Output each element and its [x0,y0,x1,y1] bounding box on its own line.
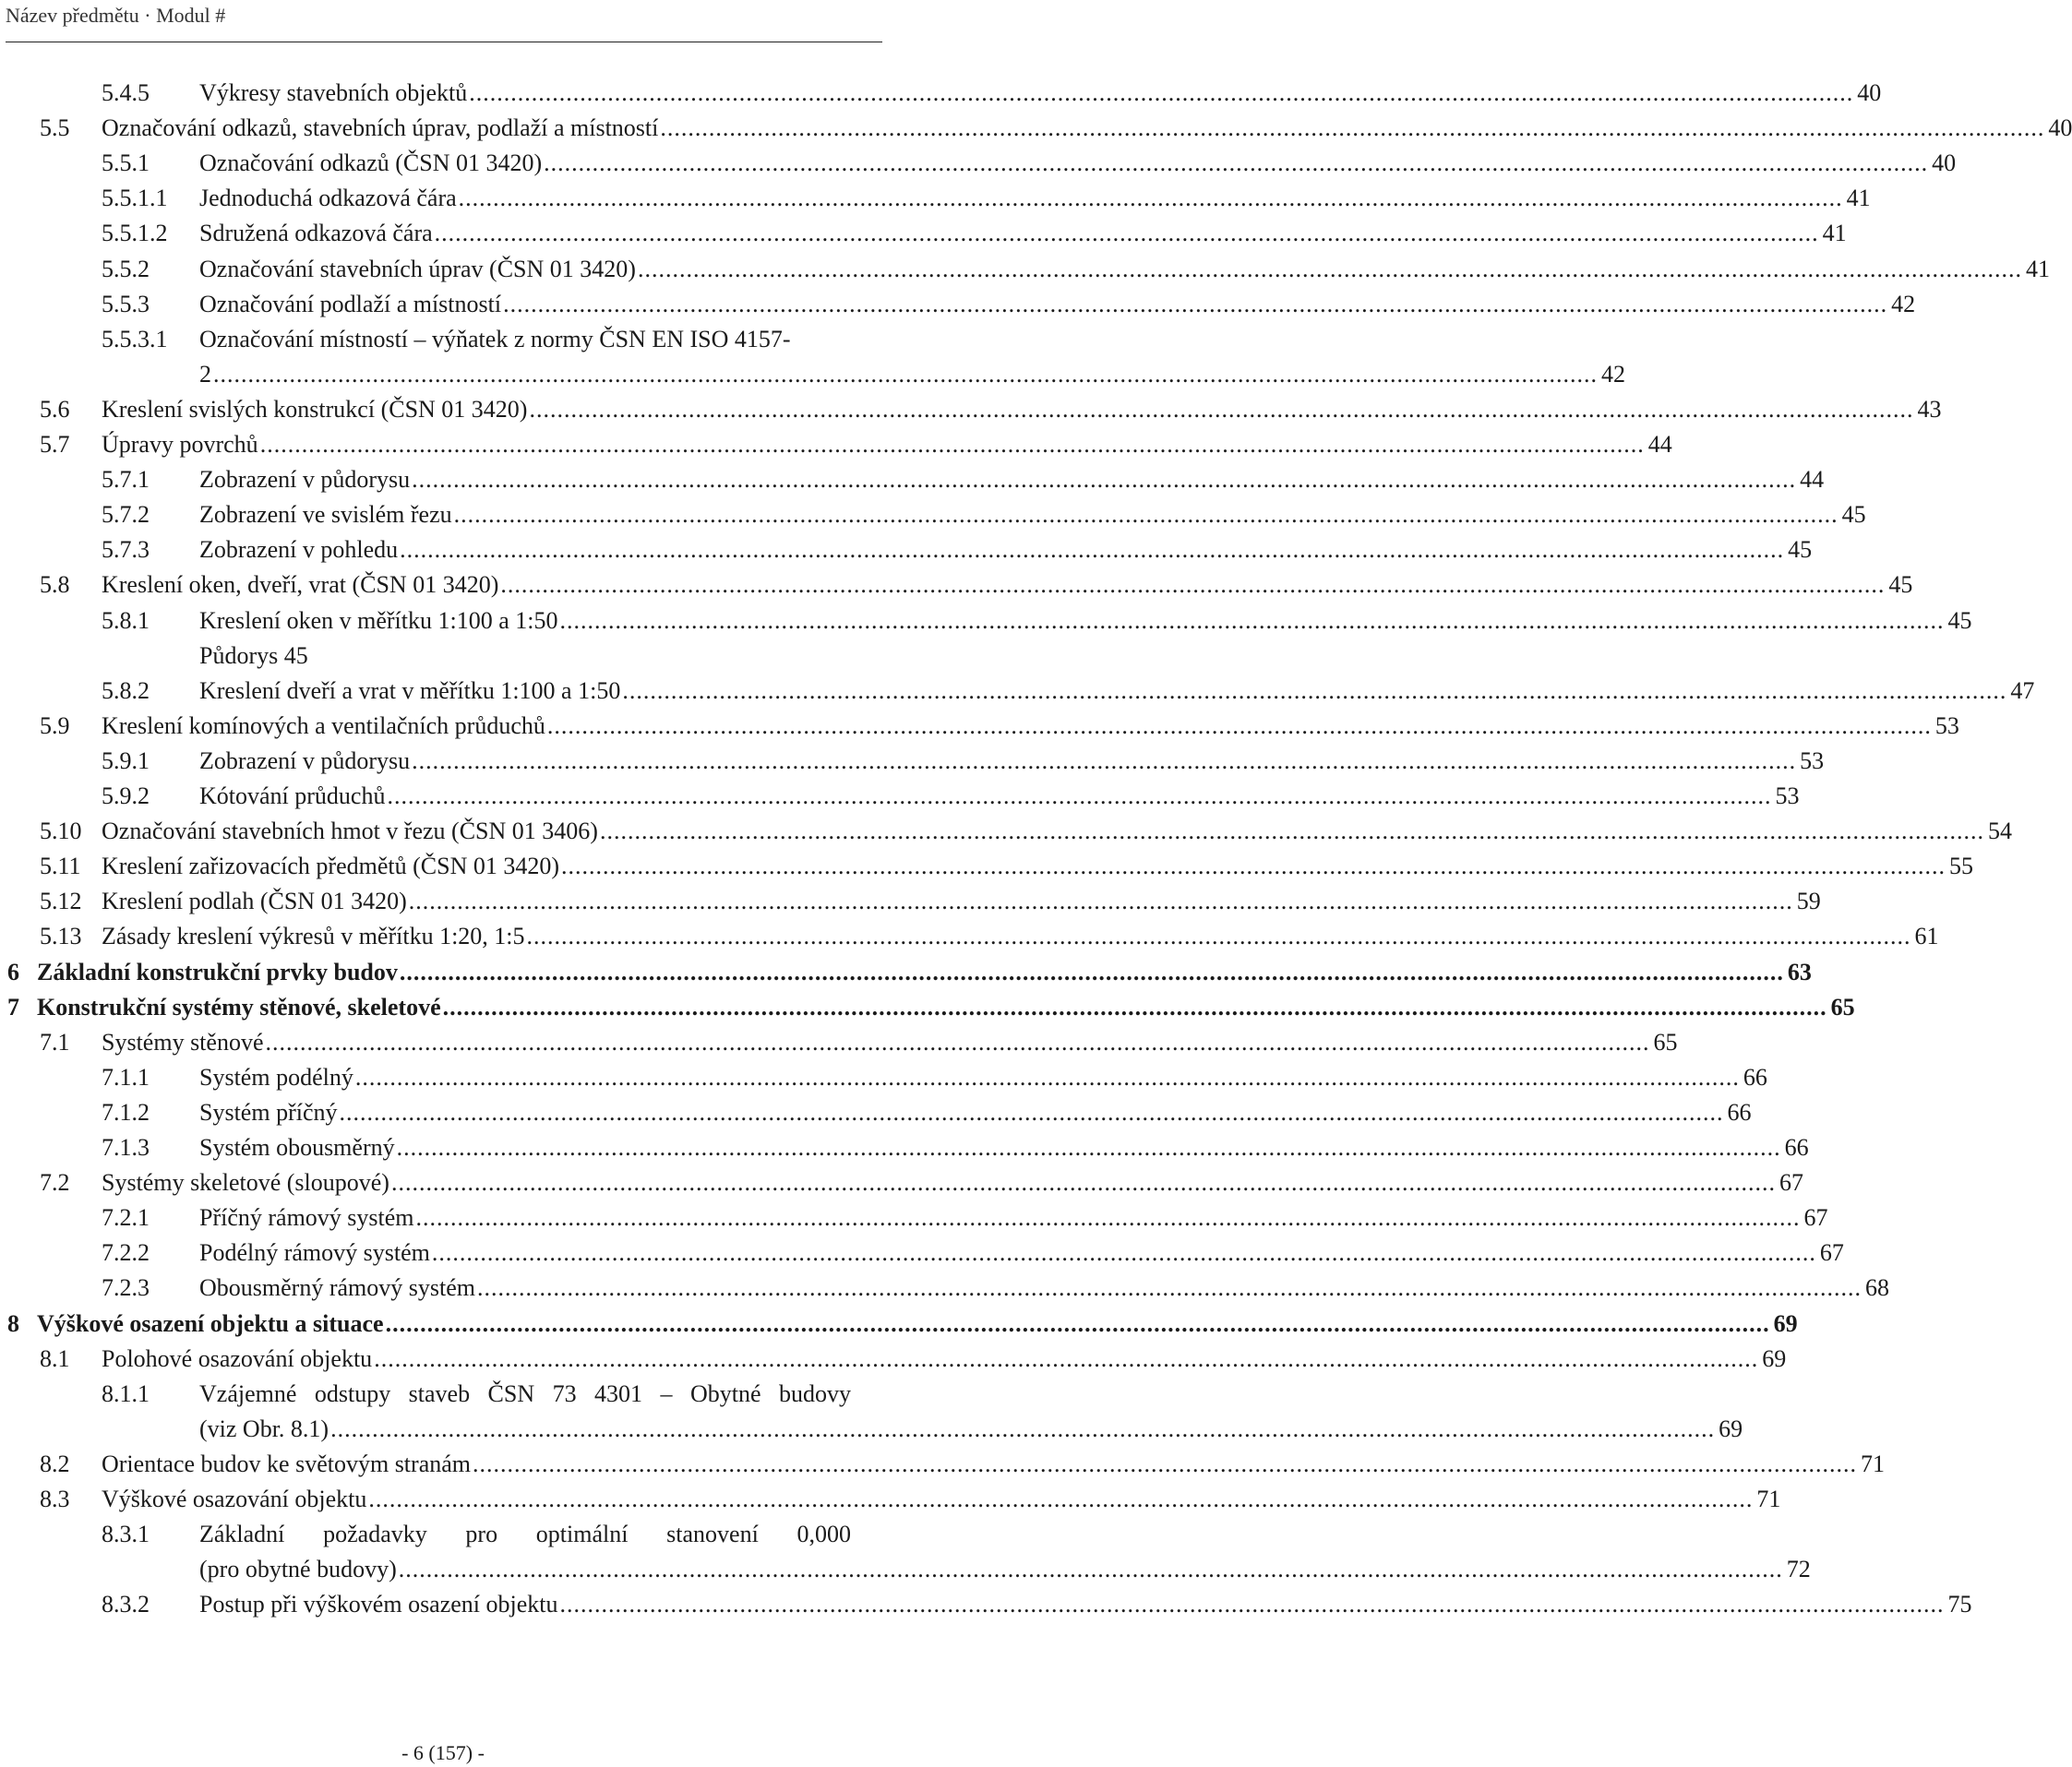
dot-leader: ........................................................................................................................................................................................................ [399,958,1784,985]
toc-entry-title: Konstrukční systémy stěnové, skeletové [37,993,441,1021]
toc-entry[interactable] [0,322,886,357]
toc-entry[interactable] [0,532,1813,567]
toc-entry[interactable] [0,1060,1767,1095]
toc-entry-page: 45 [1888,571,1913,599]
toc-entry-page: 71 [1861,1450,1885,1477]
dot-leader: ........................................................................................................................................................................................................ [529,395,1914,423]
toc-entry-title: Zobrazení v půdorysu [199,466,411,494]
toc-entry-page: 66 [1743,1063,1767,1091]
dot-leader: ........................................................................................................................................................................................................ [259,431,1645,458]
toc-entry-number: 5.5.3.1 [102,325,168,352]
toc-entry-title: Zobrazení ve svislém řezu [199,501,452,529]
dot-leader: ........................................................................................................................................................................................................ [561,853,1946,880]
toc-entry[interactable] [0,1482,1781,1517]
toc-entry[interactable] [0,779,1800,814]
toc-entry[interactable] [0,709,1959,744]
toc-entry-number: 8 [7,1309,19,1337]
dot-leader: ........................................................................................................................................................................................................ [476,1274,1862,1302]
toc-entry-number: 7.1 [40,1028,70,1056]
toc-entry-title: Zobrazení v pohledu [199,536,399,564]
toc-entry-title: Kreslení oken, dveří, vrat (ČSN 01 3420) [102,571,499,599]
toc-entry-page: 66 [1727,1098,1752,1126]
toc-entry-page: 71 [1756,1486,1781,1512]
dot-leader: ........................................................................................................................................................................................................ [412,746,1797,774]
toc-entry[interactable] [0,919,1939,954]
dot-leader: ........................................................................................................................................................................................................ [412,466,1797,494]
dot-leader: ........................................................................................................................................................................................................ [400,536,1785,564]
toc-entry[interactable] [0,1130,1809,1165]
toc-entry[interactable] [0,674,2035,709]
toc-entry-title: Systém podélný [199,1063,353,1091]
toc-entry-number: 5.4.5 [102,79,150,106]
toc-entry[interactable] [0,181,1871,216]
toc-entry-title: Kótování průduchů [199,782,386,809]
toc-entry-page: 44 [1800,466,1825,494]
toc-entry-title: Výkresy stavebních objektů [199,79,468,106]
toc-entry-page: 53 [1775,782,1800,809]
toc-entry-page: 67 [1779,1169,1803,1197]
toc-entry[interactable] [0,462,1825,497]
toc-entry-title: Systém obousměrný [199,1134,395,1161]
toc-entry-title: Obousměrný rámový systém [199,1274,475,1302]
toc-entry-title: (viz Obr. 8.1) [199,1415,329,1442]
toc-entry-title: Příčný rámový systém [199,1204,414,1232]
toc-entry-page: 41 [2025,255,2050,282]
toc-entry-title: Označování odkazů (ČSN 01 3420) [199,149,543,177]
toc-entry-page: 69 [1762,1344,1787,1372]
toc-entry-page: 65 [1653,1028,1678,1056]
dot-leader: ........................................................................................................................................................................................................ [354,1063,1740,1091]
toc-entry-page: 67 [1819,1239,1844,1267]
toc-entry-page: 53 [1934,711,1959,739]
toc-entry-title: Výškové osazení objektu a situace [37,1309,384,1337]
toc-entry[interactable] [0,849,1974,884]
toc-entry-title: Úpravy povrchů [102,431,258,458]
toc-entry-title: Označování podlaží a místností [199,290,502,317]
toc-entry[interactable] [0,1095,1752,1130]
toc-entry-number: 5.8.2 [102,676,150,704]
dot-leader: ........................................................................................................................................................................................................ [339,1098,1724,1126]
toc-entry-number: 7 [7,993,19,1021]
toc-entry-number: 7.1.3 [102,1134,150,1161]
toc-entry-number: 5.10 [40,818,82,845]
toc-entry-page: 40 [1857,79,1882,106]
toc-entry-title: Kreslení svislých konstrukcí (ČSN 01 3420) [102,395,528,423]
toc-entry-page: 45 [1788,536,1813,564]
toc-entry-title: Označování stavebních hmot v řezu (ČSN 01 3406) [102,818,598,845]
dot-leader: ........................................................................................................................................................................................................ [415,1204,1801,1232]
toc-entry-page: 65 [1830,993,1855,1021]
dot-leader: ........................................................................................................................................................................................................ [408,888,1793,915]
toc-entry[interactable] [0,252,2050,287]
page-number: - 6 (157) - [401,1741,485,1764]
toc-entry-page: 47 [2010,676,2035,704]
toc-entry[interactable] [0,287,1916,322]
dot-leader: ........................................................................................................................................................................................................ [660,114,2045,142]
toc-entry-number: 7.2.3 [102,1274,150,1302]
dot-leader: ........................................................................................................................................................................................................ [374,1344,1759,1372]
toc-entry[interactable] [0,1342,1787,1377]
dot-leader: ........................................................................................................................................................................................................ [544,149,1929,177]
header-title: Název předmětu · Modul # [6,4,226,27]
toc-entry-title: Systém příčný [199,1098,338,1126]
toc-entry[interactable] [0,1552,1811,1587]
toc-entry-number: 5.7 [40,431,70,458]
dot-leader: ........................................................................................................................................................................................................ [434,220,1819,247]
toc-entry-title: Podélný rámový systém [199,1239,430,1267]
toc-entry[interactable] [0,1165,1803,1200]
toc-entry[interactable] [0,955,1812,990]
toc-entry-number: 5.5.1 [102,149,150,177]
toc-entry[interactable] [0,216,1847,251]
toc-entry[interactable] [0,76,1882,111]
toc-entry-page: 59 [1796,888,1821,915]
toc-entry-title: Výškové osazování objektu [102,1486,367,1512]
toc-entry[interactable] [0,639,886,674]
dot-leader: ........................................................................................................................................................................................................ [387,782,1772,809]
toc-entry-number: 5.12 [40,888,82,915]
toc-entry-title: Postup při výškovém osazení objektu [199,1591,558,1618]
dot-leader: ........................................................................................................................................................................................................ [458,185,1843,212]
toc-entry-title: Základní požadavky pro optimální stanovení 0,000 [199,1521,851,1548]
dot-leader: ........................................................................................................................................................................................................ [442,993,1827,1021]
dot-leader: ........................................................................................................................................................................................................ [559,1591,1945,1618]
toc-entry-number: 5.9 [40,711,70,739]
toc-entry-page: 61 [1914,923,1939,950]
dot-leader: ........................................................................................................................................................................................................ [390,1169,1776,1197]
toc-entry-number: 8.1 [40,1344,70,1372]
toc-entry[interactable] [0,357,1625,392]
toc-entry-number: 5.13 [40,923,82,950]
toc-entry-number: 5.5 [40,114,70,142]
toc-entry-title: Kreslení zařizovacích předmětů (ČSN 01 3420) [102,853,560,880]
dot-leader: ........................................................................................................................................................................................................ [265,1028,1650,1056]
dot-leader: ........................................................................................................................................................................................................ [213,360,1598,388]
toc-entry-number: 5.5.2 [102,255,150,282]
dot-leader: ........................................................................................................................................................................................................ [473,1450,1857,1477]
toc-entry-title: Orientace budov ke světovým stranám [102,1450,471,1477]
toc-entry-page: 53 [1800,746,1825,774]
toc-entry-number: 5.5.1.2 [102,220,168,247]
toc-entry[interactable] [0,1587,1972,1622]
toc-entry[interactable] [0,427,1672,462]
dot-leader: ........................................................................................................................................................................................................ [453,501,1838,529]
toc-entry-page: 40 [2048,114,2072,142]
toc-entry-page: 42 [1601,360,1625,388]
toc-entry-title: Označování odkazů, stavebních úprav, podlaží a místností [102,114,659,142]
toc-entry-page: 75 [1947,1591,1972,1618]
toc-entry[interactable] [0,1412,1743,1447]
toc-entry[interactable] [0,1447,1885,1482]
toc-entry-title: Systémy stěnové [102,1028,264,1056]
dot-leader: ........................................................................................................................................................................................................ [503,290,1888,317]
dot-leader: ........................................................................................................................................................................................................ [396,1134,1781,1161]
toc-entry-page: 45 [1841,501,1866,529]
toc-entry-number: 8.3 [40,1486,70,1512]
toc-entry-number: 8.2 [40,1450,70,1477]
dot-leader: ........................................................................................................................................................................................................ [526,923,1911,950]
toc-entry-number: 7.2 [40,1169,70,1197]
toc-entry-title: Kreslení oken v měřítku 1:100 a 1:50 [199,606,558,634]
toc-entry-page: 54 [1987,818,2012,845]
toc-entry-number: 5.6 [40,395,70,423]
dot-leader: ........................................................................................................................................................................................................ [398,1556,1783,1583]
toc-entry-number: 7.2.2 [102,1239,150,1267]
toc-entry-title: Systémy skeletové (sloupové) [102,1169,389,1197]
toc-entry[interactable] [0,1200,1828,1236]
toc-entry-number: 5.9.1 [102,746,150,774]
toc-entry-number: 5.5.3 [102,290,150,317]
toc-entry-title: Vzájemné odstupy staveb ČSN 73 4301 – Obytné budovy [199,1379,851,1407]
dot-leader: ........................................................................................................................................................................................................ [500,571,1886,599]
toc-entry-title: Polohové osazování objektu [102,1344,373,1372]
dot-leader: ........................................................................................................................................................................................................ [368,1486,1754,1512]
toc-entry[interactable] [0,744,1825,779]
toc-entry-number: 5.7.2 [102,501,150,529]
toc-entry-number: 5.11 [40,853,81,880]
toc-entry-number: 8.3.2 [102,1591,150,1618]
dot-leader: ........................................................................................................................................................................................................ [385,1309,1770,1337]
toc-entry[interactable] [0,1377,886,1412]
toc-entry[interactable] [0,392,1942,427]
toc-entry-title: Jednoduchá odkazová čára [199,185,457,212]
toc-entry-title: Kreslení podlah (ČSN 01 3420) [102,888,407,915]
toc-entry-page: 40 [1932,149,1957,177]
toc-entry-number: 7.1.2 [102,1098,150,1126]
toc-entry-title: (pro obytné budovy) [199,1556,397,1583]
toc-entry-title: Kreslení dveří a vrat v měřítku 1:100 a 1:50 [199,676,621,704]
toc-entry-title: Půdorys 45 [199,641,308,669]
toc-entry-page: 69 [1719,1415,1743,1442]
toc-entry-number: 5.8 [40,571,70,599]
toc-entry-page: 55 [1949,853,1974,880]
toc-entry-page: 43 [1917,395,1942,423]
dot-leader: ........................................................................................................................................................................................................ [431,1239,1816,1267]
toc-entry[interactable] [0,1517,886,1552]
dot-leader: ........................................................................................................................................................................................................ [637,255,2022,282]
toc-entry[interactable] [0,146,1957,181]
toc-entry[interactable] [0,1271,1889,1306]
toc-entry-title: Sdružená odkazová čára [199,220,433,247]
toc-entry-page: 69 [1773,1309,1798,1337]
toc-entry[interactable] [0,814,2012,849]
toc-entry-number: 5.9.2 [102,782,150,809]
toc-entry[interactable] [0,884,1821,919]
dot-leader: ........................................................................................................................................................................................................ [599,818,1984,845]
toc-entry-number: 7.1.1 [102,1063,150,1091]
toc-entry-title: Označování místností – výňatek z normy ČSN EN ISO 4157- [199,325,791,352]
toc-entry-title: Základní konstrukční prvky budov [37,958,398,985]
toc-entry-page: 68 [1864,1274,1889,1302]
toc-entry-title: Zobrazení v půdorysu [199,746,411,774]
dot-leader: ........................................................................................................................................................................................................ [622,676,2007,704]
toc-entry[interactable] [0,1307,1798,1342]
running-header [6,0,882,42]
toc-entry-number: 8.3.1 [102,1521,150,1548]
toc-entry-title: Zásady kreslení výkresů v měřítku 1:20, 1:5 [102,923,525,950]
toc-entry-title: Kreslení komínových a ventilačních průduchů [102,711,545,739]
toc-entry[interactable] [0,603,1972,639]
toc-entry-page: 41 [1846,185,1871,212]
page-footer [0,1740,886,1766]
toc-entry-title: 2 [199,360,211,388]
dot-leader: ........................................................................................................................................................................................................ [546,711,1932,739]
dot-leader: ........................................................................................................................................................................................................ [469,79,1854,106]
toc-entry-page: 63 [1787,958,1812,985]
toc-entry-page: 42 [1891,290,1916,317]
toc-entry-page: 44 [1647,431,1672,458]
dot-leader: ........................................................................................................................................................................................................ [559,606,1945,634]
toc-entry-page: 67 [1803,1204,1828,1232]
toc-entry-number: 6 [7,958,19,985]
toc-entry-number: 5.5.1.1 [102,185,168,212]
toc-entry-number: 5.7.1 [102,466,150,494]
toc-entry[interactable] [0,567,1913,603]
toc-entry-number: 5.7.3 [102,536,150,564]
toc-entry[interactable] [0,1025,1678,1060]
toc-entry-number: 8.1.1 [102,1379,150,1407]
toc-entry-number: 7.2.1 [102,1204,150,1232]
toc-entry-title: Označování stavebních úprav (ČSN 01 3420) [199,255,636,282]
toc-entry[interactable] [0,497,1866,532]
toc-entry-page: 41 [1822,220,1847,247]
toc-entry-page: 66 [1784,1134,1809,1161]
toc-entry-page: 72 [1786,1556,1811,1583]
toc-entry[interactable] [0,1236,1844,1271]
toc-entry[interactable] [0,990,1855,1025]
toc-entry-number: 5.8.1 [102,606,150,634]
toc-entry[interactable] [0,111,2072,146]
toc-entry-page: 45 [1947,606,1972,634]
dot-leader: ........................................................................................................................................................................................................ [330,1415,1716,1442]
